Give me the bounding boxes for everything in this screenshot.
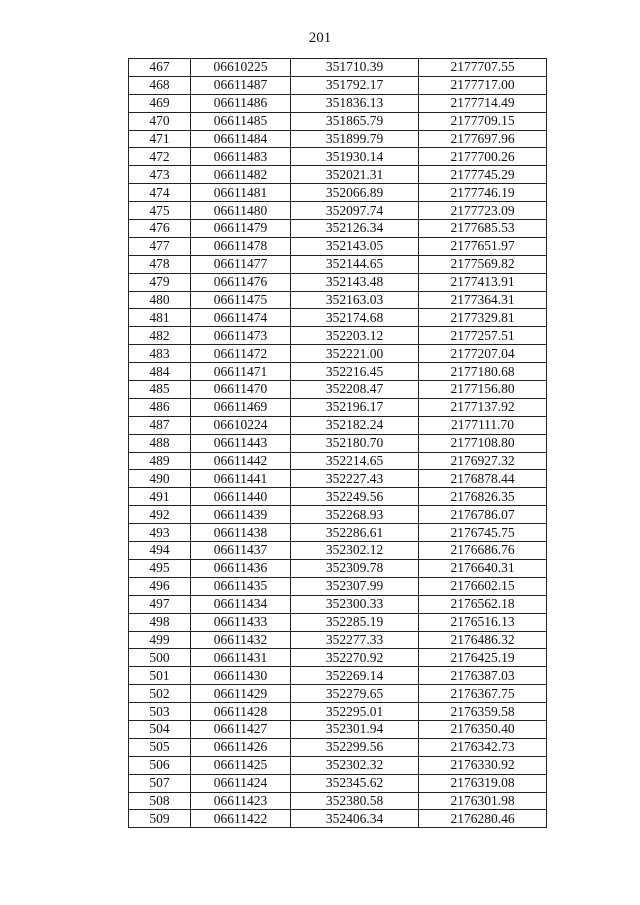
point-code-cell: 06611486 (191, 94, 291, 112)
table-row (129, 631, 547, 649)
x-coordinate-cell: 352302.32 (291, 756, 419, 774)
x-coordinate-cell: 352279.65 (291, 685, 419, 703)
row-index-cell: 489 (129, 452, 191, 470)
table-row (129, 703, 547, 721)
table-row (129, 416, 547, 434)
y-coordinate-cell: 2176826.35 (419, 488, 547, 506)
y-coordinate-cell: 2177207.04 (419, 345, 547, 363)
y-coordinate-cell: 2176745.75 (419, 524, 547, 542)
y-coordinate-cell: 2176350.40 (419, 720, 547, 738)
y-coordinate-cell: 2177685.53 (419, 220, 547, 238)
row-index-cell: 482 (129, 327, 191, 345)
x-coordinate-cell: 352270.92 (291, 649, 419, 667)
x-coordinate-cell: 352066.89 (291, 184, 419, 202)
table-row (129, 434, 547, 452)
y-coordinate-cell: 2176342.73 (419, 738, 547, 756)
y-coordinate-cell: 2177413.91 (419, 273, 547, 291)
row-index-cell: 508 (129, 792, 191, 810)
row-index-cell: 475 (129, 202, 191, 220)
point-code-cell: 06611424 (191, 774, 291, 792)
table-row (129, 506, 547, 524)
x-coordinate-cell: 351899.79 (291, 130, 419, 148)
table-row (129, 327, 547, 345)
row-index-cell: 498 (129, 613, 191, 631)
table-row (129, 237, 547, 255)
point-code-cell: 06611440 (191, 488, 291, 506)
row-index-cell: 488 (129, 434, 191, 452)
x-coordinate-cell: 352249.56 (291, 488, 419, 506)
point-code-cell: 06611422 (191, 810, 291, 828)
y-coordinate-cell: 2177651.97 (419, 237, 547, 255)
point-code-cell: 06611473 (191, 327, 291, 345)
table-row (129, 76, 547, 94)
y-coordinate-cell: 2176425.19 (419, 649, 547, 667)
point-code-cell: 06611483 (191, 148, 291, 166)
row-index-cell: 493 (129, 524, 191, 542)
x-coordinate-cell: 352307.99 (291, 577, 419, 595)
point-code-cell: 06611437 (191, 542, 291, 560)
row-index-cell: 505 (129, 738, 191, 756)
row-index-cell: 496 (129, 577, 191, 595)
row-index-cell: 470 (129, 112, 191, 130)
point-code-cell: 06611434 (191, 595, 291, 613)
x-coordinate-cell: 352196.17 (291, 398, 419, 416)
x-coordinate-cell: 352097.74 (291, 202, 419, 220)
y-coordinate-cell: 2176387.03 (419, 667, 547, 685)
table-body (129, 59, 547, 828)
point-code-cell: 06611423 (191, 792, 291, 810)
point-code-cell: 06611487 (191, 76, 291, 94)
y-coordinate-cell: 2177329.81 (419, 309, 547, 327)
table-row (129, 345, 547, 363)
row-index-cell: 490 (129, 470, 191, 488)
x-coordinate-cell: 352406.34 (291, 810, 419, 828)
table-row (129, 738, 547, 756)
x-coordinate-cell: 352021.31 (291, 166, 419, 184)
row-index-cell: 509 (129, 810, 191, 828)
x-coordinate-cell: 352269.14 (291, 667, 419, 685)
row-index-cell: 495 (129, 559, 191, 577)
table-row (129, 255, 547, 273)
row-index-cell: 477 (129, 237, 191, 255)
table-row (129, 452, 547, 470)
table-row (129, 220, 547, 238)
table-row (129, 59, 547, 77)
point-code-cell: 06611427 (191, 720, 291, 738)
point-code-cell: 06610224 (191, 416, 291, 434)
row-index-cell: 492 (129, 506, 191, 524)
row-index-cell: 491 (129, 488, 191, 506)
y-coordinate-cell: 2176640.31 (419, 559, 547, 577)
point-code-cell: 06610225 (191, 59, 291, 77)
table-row (129, 524, 547, 542)
page-number: 201 (308, 30, 332, 46)
row-index-cell: 486 (129, 398, 191, 416)
y-coordinate-cell: 2176367.75 (419, 685, 547, 703)
row-index-cell: 502 (129, 685, 191, 703)
y-coordinate-cell: 2177723.09 (419, 202, 547, 220)
x-coordinate-cell: 352221.00 (291, 345, 419, 363)
point-code-cell: 06611429 (191, 685, 291, 703)
y-coordinate-cell: 2177746.19 (419, 184, 547, 202)
row-index-cell: 494 (129, 542, 191, 560)
y-coordinate-cell: 2177707.55 (419, 59, 547, 77)
point-code-cell: 06611480 (191, 202, 291, 220)
point-code-cell: 06611436 (191, 559, 291, 577)
x-coordinate-cell: 352208.47 (291, 381, 419, 399)
table-row (129, 667, 547, 685)
x-coordinate-cell: 352286.61 (291, 524, 419, 542)
y-coordinate-cell: 2176516.13 (419, 613, 547, 631)
point-code-cell: 06611479 (191, 220, 291, 238)
y-coordinate-cell: 2177156.80 (419, 381, 547, 399)
table-row (129, 130, 547, 148)
row-index-cell: 504 (129, 720, 191, 738)
y-coordinate-cell: 2176486.32 (419, 631, 547, 649)
row-index-cell: 481 (129, 309, 191, 327)
row-index-cell: 501 (129, 667, 191, 685)
y-coordinate-cell: 2177700.26 (419, 148, 547, 166)
point-code-cell: 06611438 (191, 524, 291, 542)
y-coordinate-cell: 2177257.51 (419, 327, 547, 345)
table-row (129, 559, 547, 577)
row-index-cell: 499 (129, 631, 191, 649)
x-coordinate-cell: 351710.39 (291, 59, 419, 77)
x-coordinate-cell: 352182.24 (291, 416, 419, 434)
table-row (129, 184, 547, 202)
y-coordinate-cell: 2176319.08 (419, 774, 547, 792)
row-index-cell: 487 (129, 416, 191, 434)
point-code-cell: 06611426 (191, 738, 291, 756)
point-code-cell: 06611425 (191, 756, 291, 774)
table-row (129, 756, 547, 774)
point-code-cell: 06611442 (191, 452, 291, 470)
row-index-cell: 483 (129, 345, 191, 363)
y-coordinate-cell: 2177745.29 (419, 166, 547, 184)
point-code-cell: 06611439 (191, 506, 291, 524)
x-coordinate-cell: 352216.45 (291, 363, 419, 381)
point-code-cell: 06611478 (191, 237, 291, 255)
table-row (129, 488, 547, 506)
table-row (129, 595, 547, 613)
table-row (129, 273, 547, 291)
row-index-cell: 480 (129, 291, 191, 309)
y-coordinate-cell: 2177697.96 (419, 130, 547, 148)
y-coordinate-cell: 2177108.80 (419, 434, 547, 452)
point-code-cell: 06611471 (191, 363, 291, 381)
table-row (129, 148, 547, 166)
table-row (129, 202, 547, 220)
table-row (129, 774, 547, 792)
x-coordinate-cell: 352302.12 (291, 542, 419, 560)
x-coordinate-cell: 352300.33 (291, 595, 419, 613)
row-index-cell: 476 (129, 220, 191, 238)
x-coordinate-cell: 352126.34 (291, 220, 419, 238)
row-index-cell: 468 (129, 76, 191, 94)
row-index-cell: 472 (129, 148, 191, 166)
x-coordinate-cell: 352214.65 (291, 452, 419, 470)
x-coordinate-cell: 351792.17 (291, 76, 419, 94)
x-coordinate-cell: 352277.33 (291, 631, 419, 649)
x-coordinate-cell: 352309.78 (291, 559, 419, 577)
x-coordinate-cell: 352203.12 (291, 327, 419, 345)
y-coordinate-cell: 2176602.15 (419, 577, 547, 595)
row-index-cell: 484 (129, 363, 191, 381)
row-index-cell: 507 (129, 774, 191, 792)
point-code-cell: 06611443 (191, 434, 291, 452)
point-code-cell: 06611433 (191, 613, 291, 631)
x-coordinate-cell: 351930.14 (291, 148, 419, 166)
y-coordinate-cell: 2177714.49 (419, 94, 547, 112)
point-code-cell: 06611481 (191, 184, 291, 202)
x-coordinate-cell: 352163.03 (291, 291, 419, 309)
y-coordinate-cell: 2176330.92 (419, 756, 547, 774)
table-row (129, 810, 547, 828)
y-coordinate-cell: 2177569.82 (419, 255, 547, 273)
table-row (129, 112, 547, 130)
point-code-cell: 06611472 (191, 345, 291, 363)
point-code-cell: 06611475 (191, 291, 291, 309)
x-coordinate-cell: 352180.70 (291, 434, 419, 452)
y-coordinate-cell: 2176878.44 (419, 470, 547, 488)
row-index-cell: 506 (129, 756, 191, 774)
y-coordinate-cell: 2176927.32 (419, 452, 547, 470)
y-coordinate-cell: 2177137.92 (419, 398, 547, 416)
point-code-cell: 06611476 (191, 273, 291, 291)
y-coordinate-cell: 2177111.70 (419, 416, 547, 434)
y-coordinate-cell: 2176280.46 (419, 810, 547, 828)
x-coordinate-cell: 352285.19 (291, 613, 419, 631)
table-row (129, 792, 547, 810)
table-row (129, 94, 547, 112)
row-index-cell: 503 (129, 703, 191, 721)
y-coordinate-cell: 2176562.18 (419, 595, 547, 613)
table-row (129, 398, 547, 416)
x-coordinate-cell: 352227.43 (291, 470, 419, 488)
point-code-cell: 06611469 (191, 398, 291, 416)
row-index-cell: 479 (129, 273, 191, 291)
y-coordinate-cell: 2177364.31 (419, 291, 547, 309)
row-index-cell: 469 (129, 94, 191, 112)
table-row (129, 470, 547, 488)
point-code-cell: 06611485 (191, 112, 291, 130)
y-coordinate-cell: 2177717.00 (419, 76, 547, 94)
table-row (129, 291, 547, 309)
row-index-cell: 474 (129, 184, 191, 202)
table-row (129, 649, 547, 667)
x-coordinate-cell: 352143.05 (291, 237, 419, 255)
table-row (129, 363, 547, 381)
point-code-cell: 06611435 (191, 577, 291, 595)
point-code-cell: 06611484 (191, 130, 291, 148)
point-code-cell: 06611441 (191, 470, 291, 488)
x-coordinate-cell: 352299.56 (291, 738, 419, 756)
x-coordinate-cell: 352174.68 (291, 309, 419, 327)
row-index-cell: 500 (129, 649, 191, 667)
y-coordinate-cell: 2176359.58 (419, 703, 547, 721)
table-row (129, 381, 547, 399)
point-code-cell: 06611482 (191, 166, 291, 184)
row-index-cell: 497 (129, 595, 191, 613)
table-row (129, 577, 547, 595)
y-coordinate-cell: 2176786.07 (419, 506, 547, 524)
y-coordinate-cell: 2177180.68 (419, 363, 547, 381)
table-row (129, 309, 547, 327)
point-code-cell: 06611474 (191, 309, 291, 327)
y-coordinate-cell: 2177709.15 (419, 112, 547, 130)
table-row (129, 542, 547, 560)
x-coordinate-cell: 352295.01 (291, 703, 419, 721)
point-code-cell: 06611431 (191, 649, 291, 667)
row-index-cell: 471 (129, 130, 191, 148)
row-index-cell: 467 (129, 59, 191, 77)
row-index-cell: 478 (129, 255, 191, 273)
x-coordinate-cell: 352380.58 (291, 792, 419, 810)
y-coordinate-cell: 2176686.76 (419, 542, 547, 560)
y-coordinate-cell: 2176301.98 (419, 792, 547, 810)
point-code-cell: 06611432 (191, 631, 291, 649)
x-coordinate-cell: 352268.93 (291, 506, 419, 524)
point-code-cell: 06611430 (191, 667, 291, 685)
table-row (129, 613, 547, 631)
x-coordinate-cell: 352345.62 (291, 774, 419, 792)
x-coordinate-cell: 352301.94 (291, 720, 419, 738)
coordinates-table (128, 58, 547, 828)
x-coordinate-cell: 352143.48 (291, 273, 419, 291)
point-code-cell: 06611477 (191, 255, 291, 273)
table-row (129, 166, 547, 184)
x-coordinate-cell: 351836.13 (291, 94, 419, 112)
x-coordinate-cell: 351865.79 (291, 112, 419, 130)
point-code-cell: 06611428 (191, 703, 291, 721)
point-code-cell: 06611470 (191, 381, 291, 399)
row-index-cell: 473 (129, 166, 191, 184)
table-row (129, 720, 547, 738)
table-row (129, 685, 547, 703)
x-coordinate-cell: 352144.65 (291, 255, 419, 273)
row-index-cell: 485 (129, 381, 191, 399)
